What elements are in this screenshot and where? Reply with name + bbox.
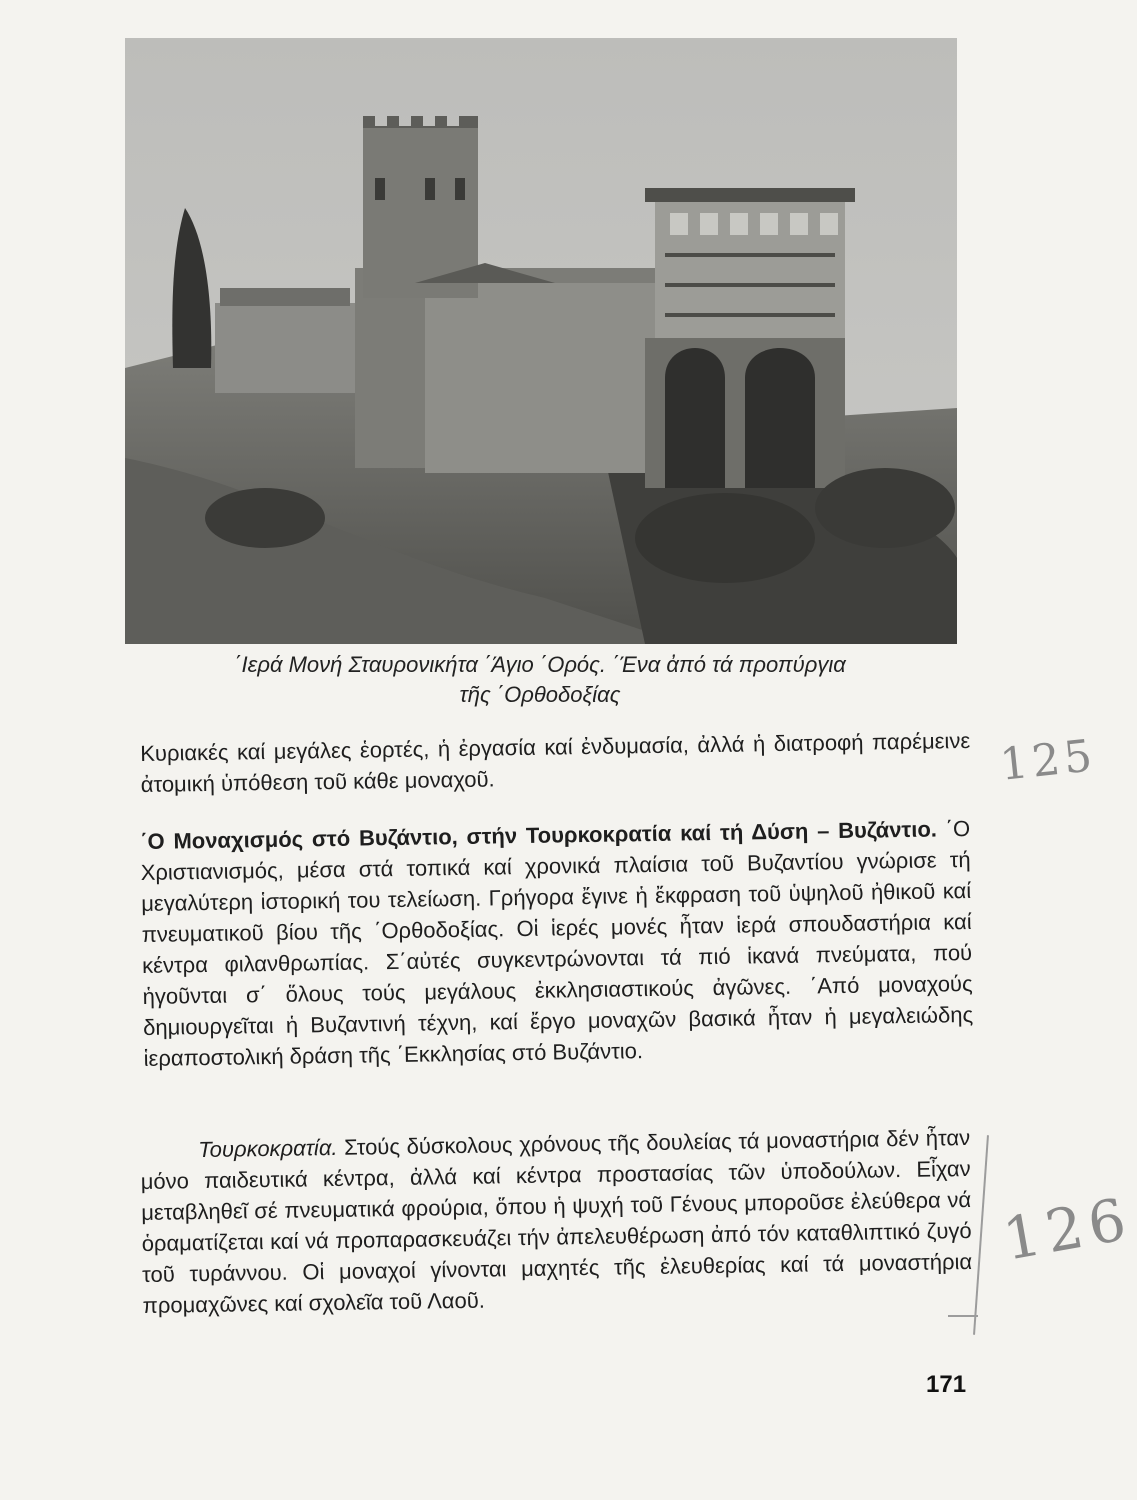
section-heading: ΄Ο Μοναχισμός στό Βυζάντιο, στήν Τουρκοκρατία καί τή Δύση – Βυζάντιο.	[140, 816, 938, 854]
paragraph-lead: Τουρκοκρατία.	[198, 1134, 338, 1163]
monastery-photo	[125, 38, 957, 644]
photo-caption	[150, 650, 930, 710]
monastery-illustration	[125, 38, 957, 644]
paragraph-turkish-rule	[140, 1122, 973, 1321]
paragraph-1: Κυριακές καί μεγάλες ἑορτές, ἡ ἐργασία καί ἐνδυμασία, ἀλλά ἡ διατροφή παρέμεινε ἀτομική ὑπόθεση τοῦ κάθε μοναχοῦ.	[140, 727, 971, 797]
handwritten-note-126: 126	[998, 1184, 1137, 1274]
margin-bracket-end	[948, 1315, 978, 1317]
caption-line-1: ΄Ιερά Μονή Σταυρονικήτα ΄Άγιο ΄Ορός. ΄Ένα ἀπό τά προπύργια	[234, 652, 846, 677]
page-number: 171	[926, 1371, 967, 1398]
section-body: ΄Ο Χριστιανισμός, μέσα στά τοπικά καί χρονικά πλαίσια τοῦ Βυζαντίου γνώρισε τή μεγαλύτερη ἱστορική του τελείωση. Γρήγορα ἔγινε ἡ ἔκφραση τοῦ ὑψηλοῦ ἠθικοῦ καί πνευματικοῦ βίου τῆς ΄Ορθοδοξίας. Οἱ ἱερές μονές ἦταν ἱερά σπουδαστήρια καί κέντρα φιλανθρωπίας. Σ΄αὐτές συγκεντρώνονται τά πιό ἱκανά πνεύματα, πού ἡγοῦνται σ΄ ὅλους τούς μεγάλους ἐκκλησιαστικούς ἀγῶνες. ΄Από μοναχούς δημιουργεῖται ἡ Βυζαντινή τέχνη, καί ἔργο μοναχῶν βασικά ἦταν ἡ μεγαλειώδης ἱεραποστολική δράση τῆς ΄Εκκλησίας στό Βυζάντιο.	[140, 815, 974, 1071]
handwritten-note-125: 125	[997, 730, 1099, 791]
paragraph-byzantium	[140, 813, 974, 1074]
paragraph-body: Στούς δύσκολους χρόνους τῆς δουλείας τά μοναστήρια δέν ἦταν μόνο παιδευτικά κέντρα, ἀλλά καί κέντρα προστασίας τῶν ὑποδούλων. Εἶχαν μεταβληθεῖ σέ πνευματικά φρούρια, ὅπου ἡ ψυχή τοῦ Γένους μποροῦσε ἐλεύθερα νά ὁραματίζεται καί νά προπαρασκευάζει τήν ἀπελευθέρωση ἀπό τόν καταθλιπτικό ζυγό τοῦ τυράννου. Οἱ μοναχοί γίνονται μαχητές τῆς ἐλευθερίας καί τά μοναστήρια προμαχῶνες καί σχολεῖα τοῦ Λαοῦ.	[140, 1124, 973, 1318]
caption-line-2: τῆς ΄Ορθοδοξίας	[459, 682, 621, 707]
margin-bracket	[973, 1135, 989, 1335]
